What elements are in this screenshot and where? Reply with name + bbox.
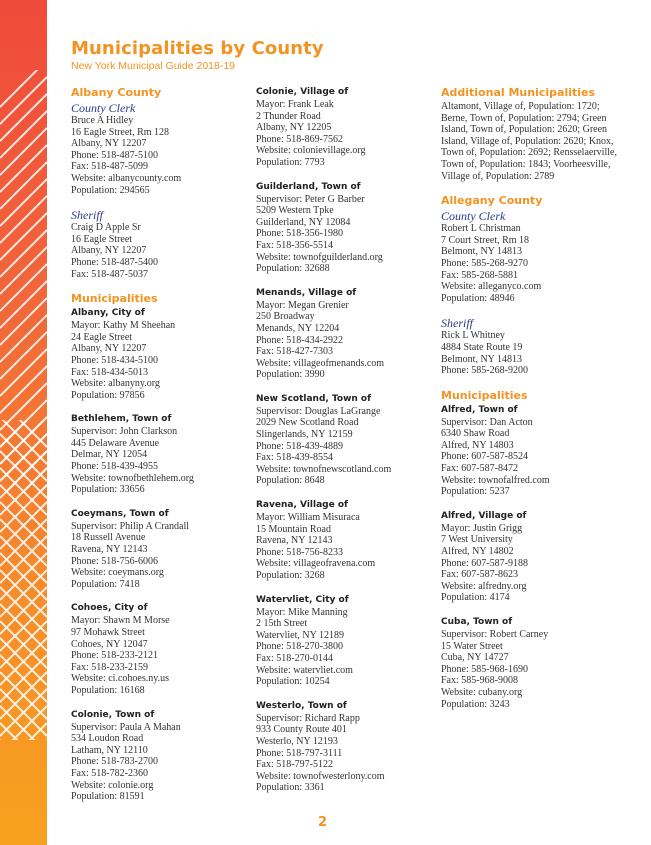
text-line: Population: 5237 [441,486,510,498]
text-line: Alfred, NY 14802 [441,546,514,558]
text-line: Village of, Population: 2789 [441,170,555,182]
text-line: Mayor: Frank Leak [256,99,334,110]
municipality-name: Alfred, Village of [441,510,527,521]
text-line: 97 Mohawk Street [71,627,145,638]
text-line: Supervisor: John Clarkson [71,426,178,438]
text-line: Phone: 518-434-2922 [256,334,343,346]
text-line: Phone: 518-233-2121 [71,650,158,662]
text-line: 7 West University [441,534,513,546]
municipality-entry [441,616,619,710]
text-line: Supervisor: Dan Acton [441,416,533,428]
page-header [71,38,324,72]
text-line: Website: townofalfred.com [441,474,550,486]
text-line: 15 Water Street [441,640,503,652]
text-line: Website: albanycounty.com [71,172,182,184]
text-line: Phone: 518-869-7562 [256,133,343,145]
text-line: Supervisor: Douglas LaGrange [256,405,381,417]
municipality-entry [71,307,249,401]
text-line: Island, Village of, Population: 2620; Knox, [441,135,614,147]
text-line: 2029 New Scotland Road [256,417,359,429]
text-line: Website: colonievillage.org [256,145,366,157]
text-line: Population: 3990 [256,369,325,381]
text-line: Website: townofwesterlony.com [256,770,385,782]
municipality-name: Coeymans, Town of [71,508,169,519]
text-line: Altamont, Village of, Population: 1720; [441,101,600,112]
municipality-name: Colonie, Village of [256,87,349,97]
text-line: Supervisor: Richard Rapp [256,712,360,724]
text-line: Mayor: Megan Grenier [256,299,349,311]
text-line: Fax: 518-487-5099 [71,161,148,173]
text-line: Population: 7793 [256,156,325,168]
municipality-entry [256,393,434,487]
text-line: Robert L Christman [441,223,521,235]
stripe-line [0,791,47,838]
municipality-name: Bethlehem, Town of [71,414,172,425]
text-line: Population: 81591 [71,791,145,803]
municipalities-heading: Municipalities [441,388,528,402]
text-line: Westerlo, NY 12193 [256,735,338,747]
municipality-name: Ravena, Village of [256,500,348,511]
text-line: Population: 4174 [441,592,510,604]
text-line: Fax: 518-356-5514 [256,239,333,251]
text-line: Website: alleganyco.com [441,281,542,293]
text-line: Website: albanyny.org [71,378,160,390]
municipality-name: Watervliet, City of [256,594,349,605]
stripe-line [0,740,47,787]
municipalities-heading: Municipalities [71,292,158,306]
text-line: Mayor: Kathy M Sheehan [71,320,176,332]
text-line: Population: 3243 [441,698,510,710]
decorative-side-band [0,0,47,845]
text-line: Website: ci.cohoes.ny.us [71,673,169,685]
text-line: Delmar, NY 12054 [71,449,148,461]
text-line: Mayor: Justin Grigg [441,522,523,534]
text-line: 18 Russell Avenue [71,532,146,544]
text-line: Phone: 518-356-1980 [256,228,343,240]
text-line: Mayor: William Misuraca [256,512,360,524]
municipality-list [71,307,249,803]
municipality-entry [71,413,249,496]
text-line: Population: 16168 [71,684,145,696]
text-line: Population: 97856 [71,389,145,401]
text-line: Website: colonie.org [71,779,154,791]
text-line: Albany, NY 12207 [71,138,147,150]
text-line: Island, Town of, Population: 2620; Green [441,124,608,136]
municipality-entry [71,508,249,591]
text-line: Albany, NY 12207 [71,245,147,257]
text-line: Fax: 518-270-0144 [256,652,333,664]
role-county-clerk: County Clerk [441,209,506,224]
text-line: Watervliet, NY 12189 [256,629,344,641]
text-line: Slingerlands, NY 12159 [256,429,353,441]
text-line: Town of, Population: 1843; Voorheesville, [441,158,611,170]
municipality-name: Menands, Village of [256,287,357,298]
text-line: Website: alfredny.org [441,580,527,592]
text-line: Population: 8648 [256,475,325,487]
text-line: 24 Eagle Street [71,331,133,343]
text-line: Ravena, NY 12143 [256,535,333,547]
text-line: 534 Loudon Road [71,733,144,745]
text-line: Mayor: Mike Manning [256,606,348,618]
text-line: 5209 Western Tpke [256,205,334,217]
county-heading-allegany: Allegany County [441,194,543,208]
role-county-clerk: County Clerk [71,101,136,115]
text-line: Population: 10254 [256,676,330,688]
role-sheriff: Sheriff [71,208,103,223]
text-line: Phone: 607-587-9188 [441,557,528,569]
text-line: Population: 48946 [441,292,515,304]
text-line: Latham, NY 12110 [71,744,148,756]
text-line: Phone: 518-439-4889 [256,440,343,452]
text-line: Berne, Town of, Population: 2794; Green [441,112,607,124]
text-line: Population: 7418 [71,578,140,590]
municipality-name: Westerlo, Town of [256,700,347,711]
municipality-name: Albany, City of [71,308,145,319]
stripe-line [0,757,47,804]
text-line: Phone: 607-587-8524 [441,451,528,463]
text-line: Rick L Whitney [441,330,505,342]
municipality-entry [71,709,249,803]
text-line: Cohoes, NY 12047 [71,638,148,650]
text-line: Craig D Apple Sr [71,222,141,234]
municipality-entry [256,86,434,169]
text-line: Phone: 518-756-6006 [71,555,158,567]
text-line: Website: villageofmenands.com [256,357,385,369]
text-line: Fax: 607-587-8472 [441,463,518,475]
text-line: 2 15th Street [256,618,308,630]
text-line: Fax: 518-233-2159 [71,661,148,673]
text-line: Population: 32688 [256,263,330,275]
text-line: 16 Eagle Street, Rm 128 [71,126,170,138]
column-2 [256,86,434,794]
text-line: Fax: 585-268-5881 [441,269,518,281]
municipality-name: Cuba, Town of [441,617,513,627]
text-line: Mayor: Shawn M Morse [71,615,170,627]
text-line: Phone: 518-487-5100 [71,149,158,161]
clerk-details [71,115,249,196]
municipality-entry [71,602,249,696]
text-line: Phone: 518-797-3111 [256,747,343,759]
text-line: Phone: 518-270-3800 [256,641,343,653]
municipality-name: Colonie, Town of [71,709,155,720]
text-line: Supervisor: Peter G Barber [256,193,365,205]
text-line: Website: townofnewscotland.com [256,463,392,475]
text-line: Website: townofguilderland.org [256,251,383,263]
municipality-name: Alfred, Town of [441,404,518,415]
municipality-list [441,404,619,710]
text-line: Supervisor: Robert Carney [441,629,549,640]
page-title: Municipalities by County [71,38,324,59]
text-line: Ravena, NY 12143 [71,544,148,556]
municipality-list [256,86,434,794]
text-line: Supervisor: Paula A Mahan [71,721,181,733]
text-line: 933 County Route 401 [256,724,347,736]
municipality-name: Guilderland, Town of [256,181,361,192]
municipality-entry [256,181,434,275]
text-line: Phone: 585-968-1690 [441,663,528,675]
text-line: Fax: 585-968-9008 [441,675,518,687]
additional-municipalities-text [441,101,619,182]
text-line: Fax: 518-439-8554 [256,452,333,464]
text-line: Population: 3268 [256,570,325,581]
text-line: Fax: 518-797-5122 [256,759,333,771]
text-line: Menands, NY 12204 [256,322,340,334]
text-line: Website: townofbethlehem.org [71,472,194,484]
text-line: Albany, NY 12207 [71,343,147,355]
sheriff-details [441,330,619,376]
text-line: Population: 294565 [71,184,150,196]
text-line: 16 Eagle Street [71,233,133,245]
text-line: 15 Mountain Road [256,523,331,535]
text-line: Phone: 518-434-5100 [71,354,158,366]
text-line: Population: 3361 [256,782,325,794]
municipality-name: New Scotland, Town of [256,393,372,404]
text-line: Phone: 518-783-2700 [71,756,158,768]
text-line: Phone: 518-487-5400 [71,256,158,268]
text-line: Guilderland, NY 12084 [256,216,351,228]
text-line: Belmont, NY 14813 [441,353,523,365]
municipality-entry [441,510,619,604]
text-line: 6340 Shaw Road [441,428,510,440]
stripe-line [0,757,47,804]
sheriff-details [71,222,249,280]
text-line: Phone: 585-268-9270 [441,257,528,269]
text-line: 445 Delaware Avenue [71,437,160,449]
text-line: 7 Court Street, Rm 18 [441,234,530,246]
municipality-name: Cohoes, City of [71,603,148,614]
text-line: Website: cubany.org [441,686,523,698]
text-line: Fax: 607-587-8623 [441,569,518,581]
municipality-entry [256,499,434,582]
text-line: Fax: 518-434-5013 [71,366,148,378]
text-line: Website: villageofravena.com [256,558,376,570]
text-line: Website: coeymans.org [71,567,164,579]
county-heading-albany: Albany County [71,86,162,99]
text-line: Belmont, NY 14813 [441,246,523,258]
text-line: Population: 33656 [71,484,145,496]
role-sheriff: Sheriff [441,316,473,331]
page-subtitle: New York Municipal Guide 2018-19 [71,60,236,72]
additional-municipalities-heading: Additional Municipalities [441,86,596,99]
text-line: Website: watervliet.com [256,664,353,676]
stripe-line [0,774,47,821]
column-3 [441,86,619,710]
text-line: Cuba, NY 14727 [441,652,509,664]
stripe-line [0,774,47,821]
text-line: Phone: 518-439-4955 [71,461,158,473]
text-line: Supervisor: Philip A Crandall [71,520,190,532]
clerk-details [441,223,619,304]
text-line: Fax: 518-487-5037 [71,268,148,280]
municipality-entry [441,404,619,498]
municipality-entry [256,287,434,381]
text-line: 250 Broadway [256,311,315,323]
text-line: Phone: 518-756-8233 [256,546,343,558]
column-1 [71,86,249,803]
municipality-entry [256,700,434,794]
municipality-entry [256,594,434,688]
text-line: 2 Thunder Road [256,110,321,122]
stripe-line [0,740,47,787]
text-line: Alfred, NY 14803 [441,439,514,451]
text-line: Phone: 585-268-9200 [441,365,528,377]
crosshatch-pattern [0,0,47,845]
text-line: Town of, Population: 2692; Rensselaerville, [441,147,617,159]
text-line: 4884 State Route 19 [441,341,523,353]
text-line: Fax: 518-427-7303 [256,346,333,358]
stripe-line [0,791,47,838]
text-line: Fax: 518-782-2360 [71,767,148,779]
text-line: Albany, NY 12205 [256,122,332,134]
page-number: 2 [318,815,328,830]
text-line: Bruce A Hidley [71,115,134,126]
